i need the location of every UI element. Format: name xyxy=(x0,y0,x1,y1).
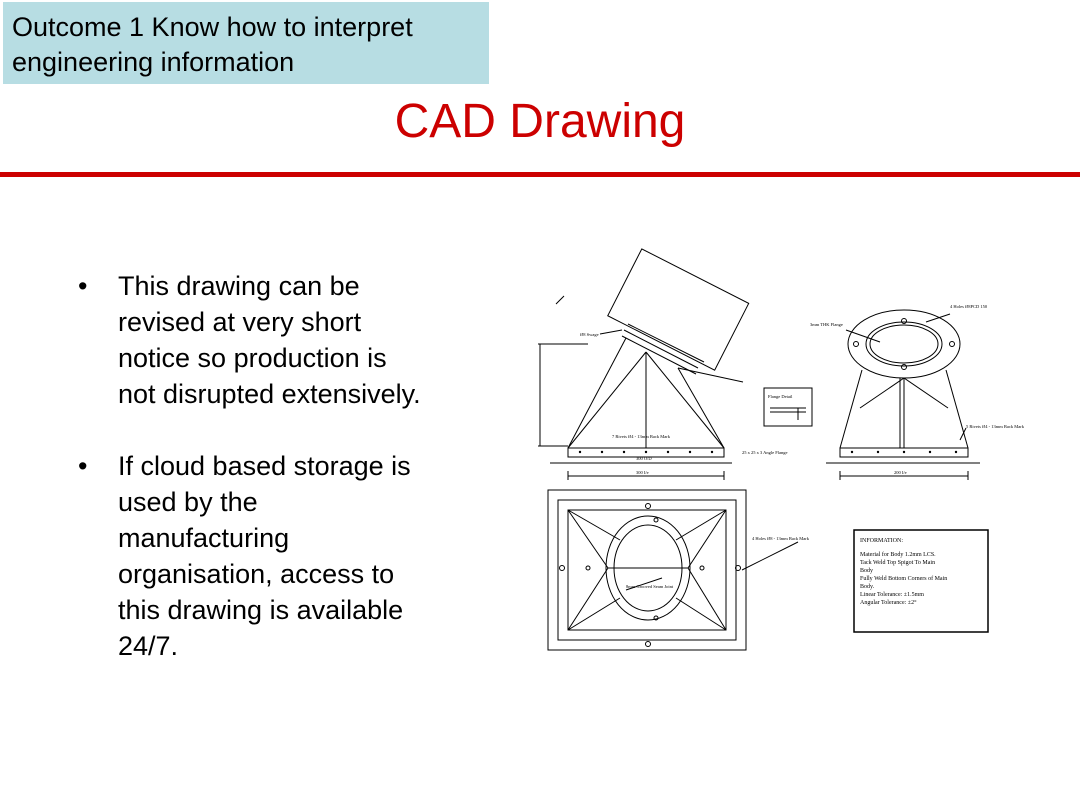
label-rivets-left: 7 Rivets Ø4 - 13mm Back Mark xyxy=(612,434,670,439)
front-elevation xyxy=(538,249,749,480)
info-line-2: Tack Weld Top Spigot To Main xyxy=(860,560,936,566)
bullet-item-2 xyxy=(70,448,490,664)
bullet-2-line-5: this drawing is available xyxy=(118,595,404,625)
bullet-1-line-3: notice so production is xyxy=(118,343,387,373)
side-rivets xyxy=(851,451,957,453)
bullet-item-1 xyxy=(70,268,490,412)
bullet-2-line-3: manufacturing xyxy=(118,523,290,553)
label-flange-thk: 3mm THK Flange xyxy=(810,322,843,327)
label-dim-right: 200 I/e xyxy=(894,470,907,475)
label-angle-flange: 25 x 25 x 3 Angle Flange xyxy=(742,450,788,455)
bullet-2-line-6: 24/7. xyxy=(118,631,179,661)
info-line-3: Body xyxy=(860,568,874,574)
info-line-7: Angular Tolerance: ±2° xyxy=(860,600,917,606)
bullet-1-line-1: This drawing can be xyxy=(118,271,360,301)
info-line-6: Linear Tolerance: ±1.5mm xyxy=(860,592,924,598)
label-flange-detail: Flange Detail xyxy=(768,394,793,399)
bullet-2-line-2: used by the xyxy=(118,487,258,517)
slide-title: CAD Drawing xyxy=(394,95,686,148)
info-line-1: Material for Body 1.2mm LCS. xyxy=(860,552,936,558)
label-holes-pcd: 4 Holes Ø8PCD 150 xyxy=(950,304,988,309)
info-heading: INFORMATION: xyxy=(860,538,904,544)
bullet-list xyxy=(70,268,490,700)
bullet-1-line-2: revised at very short xyxy=(118,307,362,337)
bullet-1-line-4: not disrupted extensively. xyxy=(118,379,421,409)
label-rivets-right: 5 Rivets Ø4 - 13mm Back Mark xyxy=(966,424,1024,429)
bullet-2-line-4: organisation, access to xyxy=(118,559,395,589)
front-rivets xyxy=(579,451,713,453)
label-seam: 8mm Grooved Seam Joint xyxy=(626,584,674,589)
info-line-4: Fully Weld Bottom Corners of Main xyxy=(860,576,948,582)
label-dim-left: 300 I/e xyxy=(636,470,649,475)
label-dim-inner: 300 O/D xyxy=(636,456,652,461)
label-holes-back: 4 Holes Ø8 - 13mm Back Mark xyxy=(752,536,809,541)
side-elevation xyxy=(826,310,980,480)
cad-drawing xyxy=(528,258,1024,658)
title-divider xyxy=(0,172,1080,177)
plan-view xyxy=(548,490,798,650)
bullet-2-line-1: If cloud based storage is xyxy=(118,451,411,481)
bullet-dot-icon: • xyxy=(78,271,88,301)
outcome-line-1: Outcome 1 Know how to interpret xyxy=(12,12,413,42)
bullet-dot-icon: • xyxy=(78,451,88,481)
outcome-line-2: engineering information xyxy=(12,47,295,77)
outcome-label xyxy=(3,2,489,84)
info-line-5: Body. xyxy=(860,584,875,590)
label-swage: Ø8 Swage xyxy=(580,332,599,337)
